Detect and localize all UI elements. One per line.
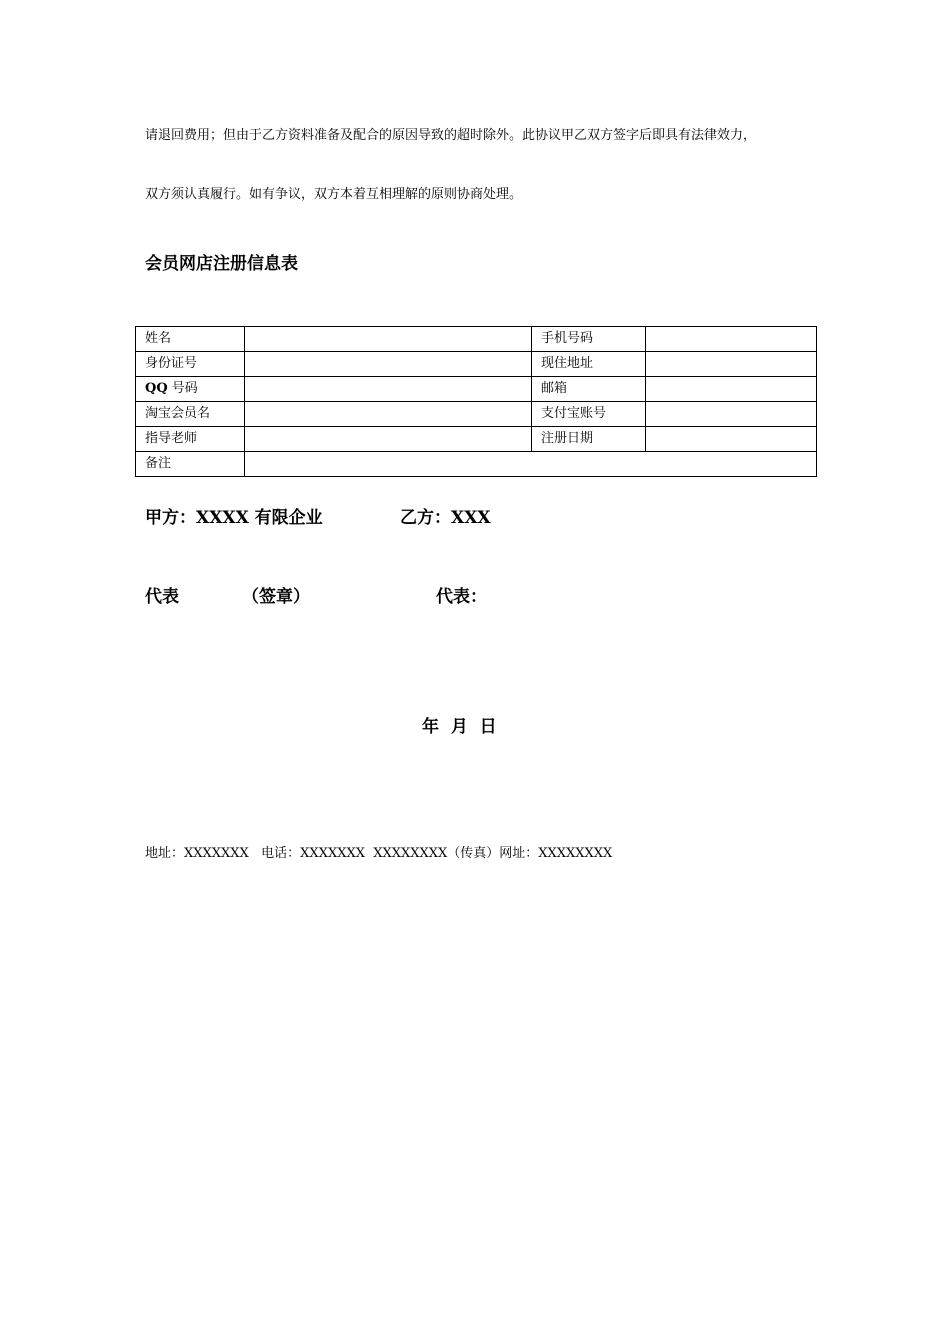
field-value-email[interactable]: [646, 377, 817, 402]
table-row: [136, 427, 817, 452]
form-title: 会员网店注册信息表: [145, 254, 298, 274]
field-value-id-number[interactable]: [245, 352, 532, 377]
footer-contact: 地址：XXXXXXX 电话：XXXXXXX XXXXXXXX（传真）网址：XXXXXXXX: [145, 846, 613, 861]
field-value-alipay-account[interactable]: [646, 402, 817, 427]
signing-date: 年 月 日: [422, 717, 497, 737]
field-value-qq[interactable]: [245, 377, 532, 402]
field-value-phone[interactable]: [646, 327, 817, 352]
field-value-address[interactable]: [646, 352, 817, 377]
qq-label-prefix: QQ: [145, 381, 168, 396]
table-row: [136, 377, 817, 402]
field-value-taobao-member[interactable]: [245, 402, 532, 427]
field-value-remarks[interactable]: [245, 452, 817, 477]
field-label-id-number: 身份证号: [136, 352, 245, 377]
field-label-remarks: 备注: [136, 452, 245, 477]
table-row: [136, 352, 817, 377]
registration-table: [135, 326, 817, 477]
field-label-qq: [136, 377, 245, 402]
field-label-phone: 手机号码: [532, 327, 646, 352]
body-paragraph-2: 双方须认真履行。如有争议，双方本着互相理解的原则协商处理。: [145, 187, 523, 202]
table-row: [136, 402, 817, 427]
field-label-taobao-member: 淘宝会员名: [136, 402, 245, 427]
field-label-alipay-account: 支付宝账号: [532, 402, 646, 427]
field-label-address: 现住地址: [532, 352, 646, 377]
field-label-register-date: 注册日期: [532, 427, 646, 452]
representative-b: 代表：: [436, 587, 487, 607]
body-paragraph-1: 请退回费用；但由于乙方资料准备及配合的原因导致的超时除外。此协议甲乙双方签字后即具有法律效力，: [145, 128, 757, 143]
table-row: [136, 452, 817, 477]
field-value-register-date[interactable]: [646, 427, 817, 452]
field-label-instructor: 指导老师: [136, 427, 245, 452]
table-row: [136, 327, 817, 352]
field-label-email: 邮箱: [532, 377, 646, 402]
qq-label-suffix: 号码: [167, 381, 198, 396]
field-label-name: 姓名: [136, 327, 245, 352]
party-a: 甲方：XXXX 有限企业: [145, 508, 323, 528]
seal-label: （签章）: [242, 587, 310, 607]
field-value-instructor[interactable]: [245, 427, 532, 452]
party-b: 乙方：XXX: [400, 508, 491, 528]
field-value-name[interactable]: [245, 327, 532, 352]
representative-a: 代表: [145, 587, 179, 607]
